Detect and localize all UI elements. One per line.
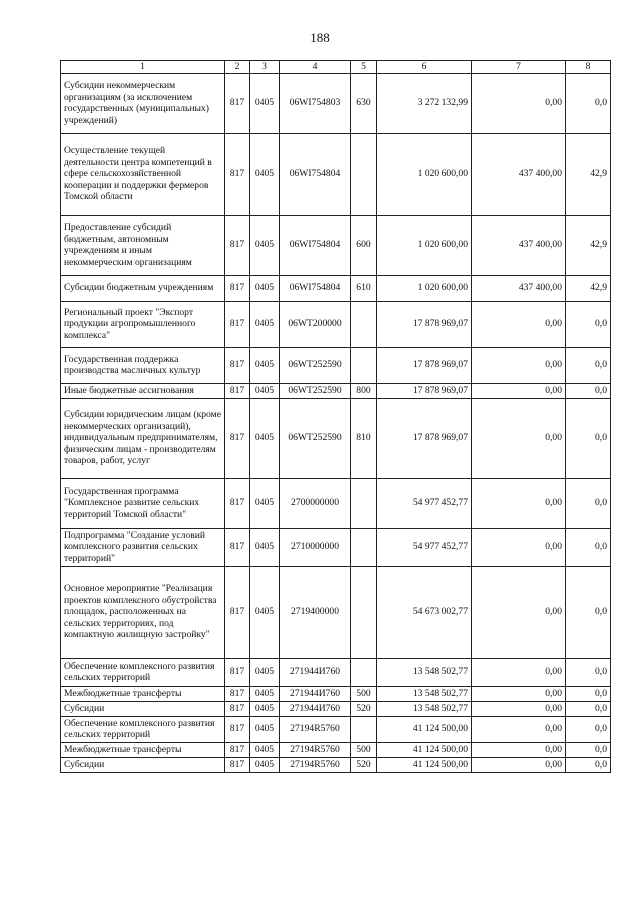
table-row <box>61 716 611 742</box>
table-row <box>61 347 611 383</box>
row-percent: 0,0 <box>566 716 611 742</box>
row-sum-fact: 0,00 <box>472 478 566 528</box>
table-row <box>61 742 611 757</box>
row-ved: 817 <box>225 566 250 658</box>
row-razdel: 0405 <box>250 133 280 215</box>
row-razdel: 0405 <box>250 73 280 133</box>
row-razdel: 0405 <box>250 757 280 772</box>
row-csr: 06WI754804 <box>280 275 351 301</box>
row-vr <box>351 133 377 215</box>
row-vr: 500 <box>351 742 377 757</box>
table-row <box>61 275 611 301</box>
row-name: Субсидии <box>61 701 225 716</box>
row-ved: 817 <box>225 658 250 686</box>
budget-table <box>60 60 611 773</box>
page-number: 188 <box>310 30 330 45</box>
row-razdel: 0405 <box>250 275 280 301</box>
row-razdel: 0405 <box>250 658 280 686</box>
table-row <box>61 686 611 701</box>
row-vr: 810 <box>351 398 377 478</box>
row-name: Субсидии <box>61 757 225 772</box>
table-row <box>61 478 611 528</box>
col-header: 3 <box>250 61 280 74</box>
row-sum-plan: 1 020 600,00 <box>377 275 472 301</box>
header-row <box>61 61 611 74</box>
row-razdel: 0405 <box>250 301 280 347</box>
row-name: Предоставление субсидий бюджетным, автономным учреждениям и иным некоммерческим организациям <box>61 215 225 275</box>
row-csr: 27194R5760 <box>280 742 351 757</box>
row-ved: 817 <box>225 398 250 478</box>
row-ved: 817 <box>225 701 250 716</box>
row-name: Обеспечение комплексного развития сельских территорий <box>61 716 225 742</box>
row-vr <box>351 478 377 528</box>
row-vr <box>351 528 377 566</box>
row-sum-fact: 0,00 <box>472 528 566 566</box>
row-csr: 06WT252590 <box>280 383 351 398</box>
table-row <box>61 215 611 275</box>
row-csr: 2700000000 <box>280 478 351 528</box>
table-row <box>61 658 611 686</box>
table-row <box>61 398 611 478</box>
row-vr <box>351 301 377 347</box>
row-sum-plan: 3 272 132,99 <box>377 73 472 133</box>
row-ved: 817 <box>225 716 250 742</box>
row-percent: 0,0 <box>566 478 611 528</box>
row-ved: 817 <box>225 383 250 398</box>
row-percent: 0,0 <box>566 686 611 701</box>
row-percent: 42,9 <box>566 275 611 301</box>
row-vr <box>351 347 377 383</box>
col-header: 4 <box>280 61 351 74</box>
row-ved: 817 <box>225 73 250 133</box>
row-percent: 0,0 <box>566 347 611 383</box>
row-sum-plan: 1 020 600,00 <box>377 215 472 275</box>
row-percent: 0,0 <box>566 701 611 716</box>
table-row <box>61 528 611 566</box>
row-sum-fact: 0,00 <box>472 757 566 772</box>
row-sum-fact: 0,00 <box>472 658 566 686</box>
row-sum-plan: 54 673 002,77 <box>377 566 472 658</box>
row-ved: 817 <box>225 478 250 528</box>
table-row <box>61 701 611 716</box>
row-vr: 600 <box>351 215 377 275</box>
row-csr: 06WT252590 <box>280 398 351 478</box>
row-sum-fact: 437 400,00 <box>472 215 566 275</box>
row-percent: 42,9 <box>566 133 611 215</box>
row-razdel: 0405 <box>250 742 280 757</box>
row-percent: 0,0 <box>566 301 611 347</box>
row-sum-fact: 437 400,00 <box>472 133 566 215</box>
row-name: Осуществление текущей деятельности центра компетенций в сфере сельскохозяйственной кооперации и поддержки фермеров Томской области <box>61 133 225 215</box>
row-vr <box>351 658 377 686</box>
row-name: Государственная программа "Комплексное развитие сельских территорий Томской области" <box>61 478 225 528</box>
row-sum-plan: 54 977 452,77 <box>377 478 472 528</box>
row-razdel: 0405 <box>250 566 280 658</box>
row-vr <box>351 716 377 742</box>
row-name: Государственная поддержка производства масличных культур <box>61 347 225 383</box>
row-vr <box>351 566 377 658</box>
row-sum-fact: 0,00 <box>472 301 566 347</box>
row-percent: 0,0 <box>566 398 611 478</box>
row-sum-plan: 17 878 969,07 <box>377 383 472 398</box>
row-csr: 06WT200000 <box>280 301 351 347</box>
row-ved: 817 <box>225 686 250 701</box>
row-csr: 271944И760 <box>280 686 351 701</box>
row-sum-plan: 1 020 600,00 <box>377 133 472 215</box>
row-percent: 42,9 <box>566 215 611 275</box>
table-row <box>61 133 611 215</box>
row-csr: 271944И760 <box>280 701 351 716</box>
row-sum-fact: 0,00 <box>472 383 566 398</box>
row-vr: 800 <box>351 383 377 398</box>
col-header: 1 <box>61 61 225 74</box>
row-vr: 610 <box>351 275 377 301</box>
row-sum-plan: 17 878 969,07 <box>377 398 472 478</box>
row-sum-fact: 0,00 <box>472 716 566 742</box>
row-ved: 817 <box>225 742 250 757</box>
row-razdel: 0405 <box>250 478 280 528</box>
row-sum-plan: 41 124 500,00 <box>377 716 472 742</box>
row-ved: 817 <box>225 133 250 215</box>
row-percent: 0,0 <box>566 742 611 757</box>
row-percent: 0,0 <box>566 528 611 566</box>
col-header: 5 <box>351 61 377 74</box>
row-ved: 817 <box>225 215 250 275</box>
col-header: 6 <box>377 61 472 74</box>
row-sum-fact: 0,00 <box>472 686 566 701</box>
row-sum-plan: 13 548 502,77 <box>377 686 472 701</box>
row-csr: 06WT252590 <box>280 347 351 383</box>
row-sum-plan: 17 878 969,07 <box>377 301 472 347</box>
row-csr: 06WI754804 <box>280 133 351 215</box>
row-sum-plan: 41 124 500,00 <box>377 742 472 757</box>
row-ved: 817 <box>225 275 250 301</box>
row-name: Субсидии некоммерческим организациям (за исключением государственных (муниципальных) учреждений) <box>61 73 225 133</box>
row-csr: 06WI754803 <box>280 73 351 133</box>
row-percent: 0,0 <box>566 658 611 686</box>
row-ved: 817 <box>225 757 250 772</box>
row-sum-fact: 0,00 <box>472 742 566 757</box>
row-percent: 0,0 <box>566 383 611 398</box>
col-header: 2 <box>225 61 250 74</box>
row-csr: 2710000000 <box>280 528 351 566</box>
row-name: Субсидии юридическим лицам (кроме некоммерческих организаций), индивидуальным предпринимателям, физическим лицам - производителям товаров, работ, услуг <box>61 398 225 478</box>
col-header: 8 <box>566 61 611 74</box>
row-sum-fact: 0,00 <box>472 398 566 478</box>
row-csr: 27194R5760 <box>280 757 351 772</box>
table-row <box>61 301 611 347</box>
row-name: Иные бюджетные ассигнования <box>61 383 225 398</box>
table-row <box>61 73 611 133</box>
row-name: Региональный проект "Экспорт продукции агропромышленного комплекса" <box>61 301 225 347</box>
row-name: Межбюджетные трансферты <box>61 686 225 701</box>
table-row <box>61 566 611 658</box>
col-header: 7 <box>472 61 566 74</box>
row-sum-fact: 0,00 <box>472 566 566 658</box>
row-sum-fact: 437 400,00 <box>472 275 566 301</box>
row-sum-plan: 17 878 969,07 <box>377 347 472 383</box>
row-percent: 0,0 <box>566 566 611 658</box>
row-sum-fact: 0,00 <box>472 73 566 133</box>
row-razdel: 0405 <box>250 528 280 566</box>
row-razdel: 0405 <box>250 686 280 701</box>
row-name: Обеспечение комплексного развития сельских территорий <box>61 658 225 686</box>
row-ved: 817 <box>225 528 250 566</box>
row-sum-plan: 13 548 502,77 <box>377 658 472 686</box>
row-percent: 0,0 <box>566 73 611 133</box>
row-ved: 817 <box>225 347 250 383</box>
row-csr: 27194R5760 <box>280 716 351 742</box>
row-name: Подпрограмма "Создание условий комплексного развития сельских территорий" <box>61 528 225 566</box>
row-razdel: 0405 <box>250 215 280 275</box>
row-vr: 520 <box>351 701 377 716</box>
row-sum-plan: 41 124 500,00 <box>377 757 472 772</box>
row-csr: 06WI754804 <box>280 215 351 275</box>
row-percent: 0,0 <box>566 757 611 772</box>
row-razdel: 0405 <box>250 347 280 383</box>
row-sum-plan: 13 548 502,77 <box>377 701 472 716</box>
row-name: Субсидии бюджетным учреждениям <box>61 275 225 301</box>
row-razdel: 0405 <box>250 398 280 478</box>
row-sum-plan: 54 977 452,77 <box>377 528 472 566</box>
table-row <box>61 757 611 772</box>
row-vr: 520 <box>351 757 377 772</box>
row-vr: 500 <box>351 686 377 701</box>
row-name: Межбюджетные трансферты <box>61 742 225 757</box>
row-razdel: 0405 <box>250 716 280 742</box>
row-csr: 2719400000 <box>280 566 351 658</box>
row-razdel: 0405 <box>250 383 280 398</box>
row-vr: 630 <box>351 73 377 133</box>
row-razdel: 0405 <box>250 701 280 716</box>
row-sum-fact: 0,00 <box>472 701 566 716</box>
row-csr: 271944И760 <box>280 658 351 686</box>
table-row <box>61 383 611 398</box>
row-name: Основное мероприятие "Реализация проектов комплексного обустройства площадок, расположенных на сельских территориях, под компактную жилищную застройку" <box>61 566 225 658</box>
row-sum-fact: 0,00 <box>472 347 566 383</box>
row-ved: 817 <box>225 301 250 347</box>
